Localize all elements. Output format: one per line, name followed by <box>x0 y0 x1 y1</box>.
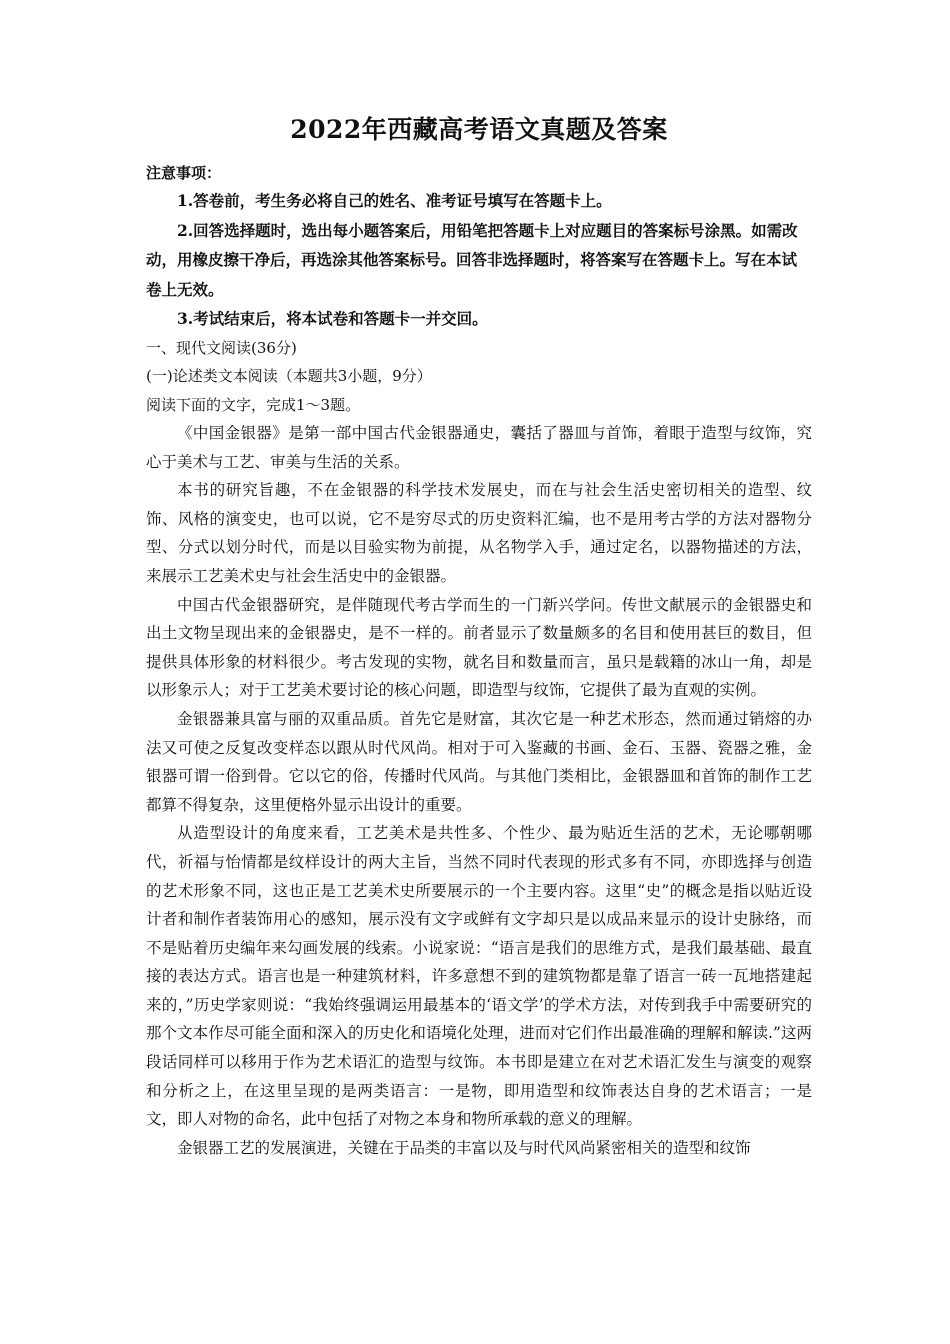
section-heading: 一、现代文阅读(36分) <box>146 338 297 357</box>
note-item: 3.考试结束后，将本试卷和答题卡一并交回。 <box>177 309 488 328</box>
body-paragraph: 《中国金银器》是第一部中国古代金银器通史，囊括了器皿与首饰，着眼于造型与纹饰，究心于美术与工艺、审美与生活的关系。 <box>146 424 812 471</box>
note-item: 2.回答选择题时，选出每小题答案后，用铅笔把答题卡上对应题目的答案标号涂黑。如需改动，用橡皮擦干净后，再选涂其他答案标号。回答非选择题时，将答案写在答题卡上。写在本试卷上无效。 <box>146 220 798 299</box>
subsection-heading: (一)论述类文本阅读（本题共3小题，9分） <box>146 367 432 385</box>
body-paragraph: 金银器兼具富与丽的双重品质。首先它是财富，其次它是一种艺术形态，然而通过销熔的办法又可使之反复改变样态以跟从时代风尚。相对于可入鉴藏的书画、金石、玉器、瓷器之雅，金银器可谓一俗到骨。它以它的俗，传播时代风尚。与其他门类相比，金银器皿和首饰的制作工艺都算不得复杂，这里便格外显示出设计的重要。 <box>146 709 812 814</box>
notes-heading: 注意事项： <box>146 164 222 182</box>
body-paragraph: 金银器工艺的发展演进，关键在于品类的丰富以及与时代风尚紧密相关的造型和纹饰 <box>177 1138 751 1157</box>
page-title: 2022年西藏高考语文真题及答案 <box>290 115 668 144</box>
reading-instruction: 阅读下面的文字，完成1～3题。 <box>146 395 361 414</box>
note-item: 1.答卷前，考生务必将自己的姓名、准考证号填写在答题卡上。 <box>177 191 612 210</box>
body-paragraph: 中国古代金银器研究，是伴随现代考古学而生的一门新兴学问。传世文献展示的金银器史和出土文物呈现出来的金银器史，是不一样的。前者显示了数量颇多的名目和使用甚巨的数目，但提供具体形象的材料很少。考古发现的实物，就名目和数量而言，虽只是载籍的冰山一角，却是以形象示人；对于工艺美术要讨论的核心问题，即造型与纹饰，它提供了最为直观的实例。 <box>146 595 812 700</box>
body-paragraph: 本书的研究旨趣，不在金银器的科学技术发展史，而在与社会生活史密切相关的造型、纹饰、风格的演变史，也可以说，它不是穷尽式的历史资料汇编，也不是用考古学的方法对器物分型、分式以划分时代，而是以目验实物为前提，从名物学入手，通过定名，以器物描述的方法，来展示工艺美术史与社会生活史中的金银器。 <box>146 481 812 585</box>
body-paragraph: 从造型设计的角度来看，工艺美术是共性多、个性少、最为贴近生活的艺术，无论哪朝哪代，祈福与怡情都是纹样设计的两大主旨，当然不同时代表现的形式多有不同，亦即选择与创造的艺术形象不同，这也正是工艺美术史所要展示的一个主要内容。这里“史”的概念是指以贴近设计者和制作者装饰用心的感知，展示没有文字或鲜有文字却只是以成品来显示的设计史脉络，而不是贴着历史编年来勾画发展的线索。小说家说：“语言是我们的思维方式，是我们最基础、最直接的表达方式。语言也是一种建筑材料，许多意想不到的建筑物都是靠了语言一砖一瓦地搭建起来的，”历史学家则说：“我始终强调运用最基本的‘语文学’的学术方法，对传到我手中需要研究的那个文本作尽可能全面和深入的历史化和语境化处理，进而对它们作出最准确的理解和解读.”这两段话同样可以移用于作为艺术语汇的造型与纹饰。本书即是建立在对艺术语汇发生与演变的观察和分析之上，在这里呈现的是两类语言：一是物，即用造型和纹饰表达自身的艺术语言；一是文，即人对物的命名，此中包括了对物之本身和物所承载的意义的理解。 <box>146 824 812 1129</box>
